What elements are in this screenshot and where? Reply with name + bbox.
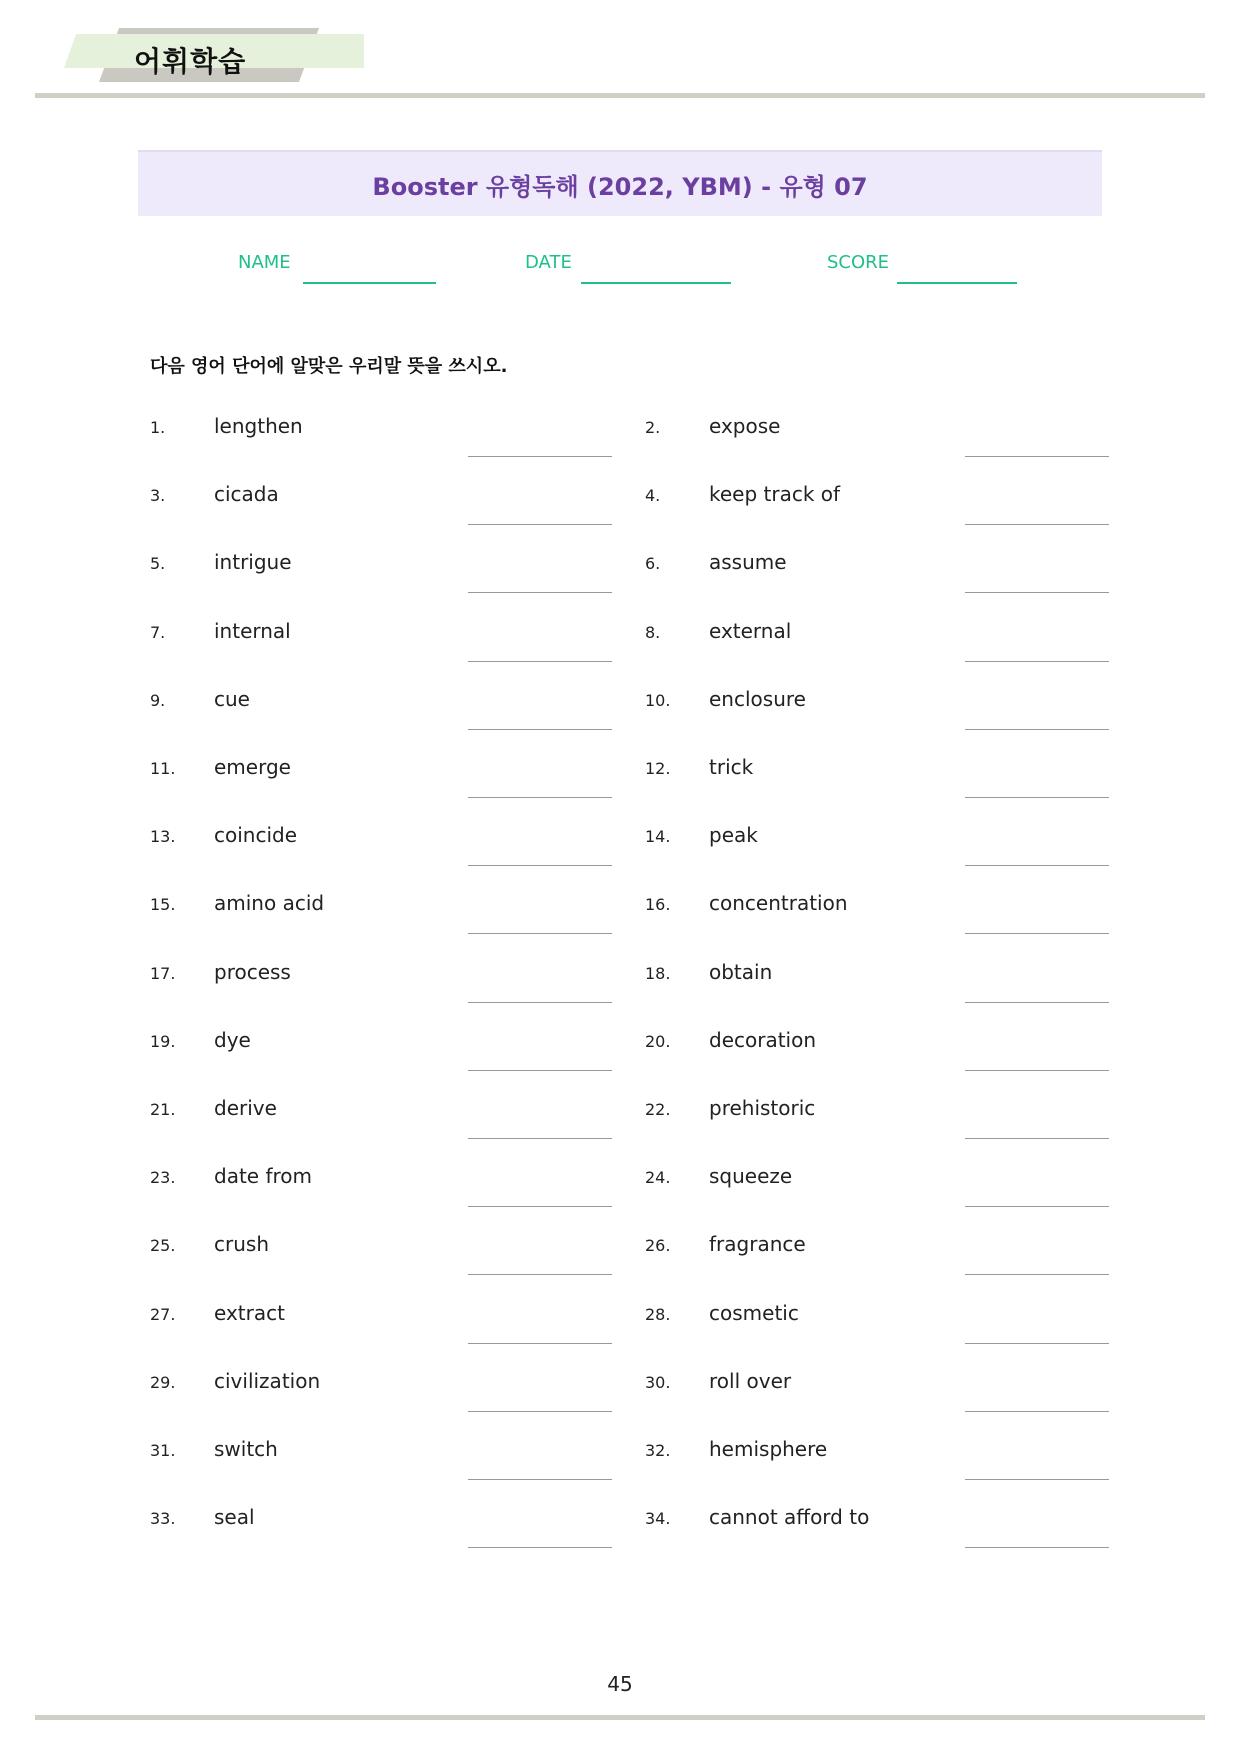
item-word: roll over [709, 1368, 792, 1393]
item-number: 17. [150, 963, 176, 983]
item-word: switch [214, 1437, 278, 1461]
answer-line[interactable] [468, 1343, 612, 1344]
answer-line[interactable] [468, 1547, 612, 1548]
item-word: assume [709, 550, 787, 575]
vocab-item [150, 544, 710, 612]
answer-line[interactable] [468, 933, 612, 934]
answer-line[interactable] [965, 1343, 1109, 1344]
item-word: fragrance [709, 1232, 806, 1257]
item-number: 24. [645, 1168, 671, 1188]
item-word: cannot afford to [709, 1505, 870, 1530]
item-word: dye [214, 1027, 251, 1052]
vocab-item [645, 817, 1205, 885]
item-number: 22. [645, 1100, 671, 1119]
vocab-item [645, 544, 1205, 612]
item-number: 6. [645, 554, 661, 574]
answer-line[interactable] [965, 865, 1109, 866]
item-word: squeeze [709, 1164, 793, 1189]
vocab-item [150, 885, 710, 953]
item-number: 1. [150, 418, 166, 437]
item-word: coincide [214, 823, 298, 848]
answer-line[interactable] [965, 1479, 1109, 1480]
vocab-item [150, 1295, 710, 1363]
vocab-item [645, 749, 1205, 817]
answer-line[interactable] [965, 933, 1109, 934]
item-number: 21. [150, 1100, 176, 1119]
vocab-item [645, 408, 1205, 476]
item-number: 31. [150, 1441, 176, 1460]
instruction-text: 다음 영어 단어에 알맞은 우리말 뜻을 쓰시오. [150, 356, 508, 377]
answer-line[interactable] [468, 1138, 612, 1139]
answer-line[interactable] [965, 592, 1109, 593]
item-number: 27. [150, 1304, 176, 1324]
vocab-item [150, 1431, 710, 1499]
item-word: cosmetic [709, 1300, 799, 1325]
date-label: DATE [525, 252, 572, 273]
item-word: trick [709, 755, 754, 779]
item-number: 5. [150, 554, 166, 574]
vocab-item [150, 408, 710, 476]
vocab-item [645, 613, 1205, 681]
item-number: 28. [645, 1304, 671, 1324]
item-number: 2. [645, 418, 661, 437]
item-number: 30. [645, 1372, 671, 1392]
answer-line[interactable] [965, 1138, 1109, 1139]
answer-line[interactable] [965, 1547, 1109, 1548]
answer-line[interactable] [468, 1070, 612, 1071]
vocab-item [645, 476, 1205, 544]
item-word: derive [214, 1096, 277, 1120]
item-number: 32. [645, 1441, 671, 1460]
answer-line[interactable] [468, 456, 612, 457]
item-word: crush [214, 1232, 269, 1257]
vocab-item [150, 681, 710, 749]
answer-line[interactable] [468, 865, 612, 866]
item-word: date from [214, 1164, 312, 1189]
vocab-item [645, 1022, 1205, 1090]
item-word: expose [709, 414, 781, 438]
answer-line[interactable] [468, 661, 612, 662]
vocab-item [150, 817, 710, 885]
worksheet-title: Booster 유형독해 (2022, YBM) - 유형 07 [372, 172, 868, 201]
vocab-item [645, 954, 1205, 1022]
answer-line[interactable] [468, 1479, 612, 1480]
item-number: 4. [645, 486, 661, 506]
vocab-item [645, 1158, 1205, 1226]
item-word: keep track of [709, 482, 841, 507]
item-word: civilization [214, 1368, 321, 1393]
answer-line[interactable] [965, 1206, 1109, 1207]
vocab-item [150, 613, 710, 681]
answer-line[interactable] [965, 661, 1109, 662]
vocab-item [150, 1226, 710, 1294]
vocab-item [645, 1431, 1205, 1499]
vocab-item [645, 1090, 1205, 1158]
answer-line[interactable] [965, 1274, 1109, 1275]
item-number: 14. [645, 827, 671, 847]
item-number: 29. [150, 1372, 176, 1392]
answer-line[interactable] [468, 524, 612, 525]
item-word: decoration [709, 1027, 817, 1052]
item-number: 23. [150, 1168, 176, 1188]
item-word: emerge [214, 755, 291, 779]
item-word: process [214, 959, 291, 984]
item-word: cicada [214, 482, 279, 507]
vocab-item [150, 1499, 710, 1567]
item-word: internal [214, 618, 291, 643]
answer-line[interactable] [965, 797, 1109, 798]
item-word: obtain [709, 959, 773, 984]
vocab-item [645, 1363, 1205, 1431]
item-word: cue [214, 686, 250, 711]
section-tag-label: 어휘학습 [134, 45, 247, 78]
item-number: 34. [645, 1509, 671, 1529]
item-number: 3. [150, 486, 166, 506]
answer-line[interactable] [468, 1206, 612, 1207]
bottom-divider [35, 1715, 1205, 1720]
answer-line[interactable] [965, 1002, 1109, 1003]
item-word: external [709, 618, 792, 643]
item-number: 33. [150, 1509, 176, 1529]
vocab-item [645, 1226, 1205, 1294]
answer-line[interactable] [965, 1070, 1109, 1071]
answer-line[interactable] [468, 592, 612, 593]
item-number: 25. [150, 1236, 176, 1256]
item-number: 16. [645, 895, 671, 915]
item-number: 20. [645, 1031, 671, 1051]
vocab-item [645, 1295, 1205, 1363]
item-number: 7. [150, 622, 166, 642]
item-word: concentration [709, 891, 848, 916]
vocab-item [645, 1499, 1205, 1567]
item-number: 19. [150, 1031, 176, 1051]
score-label: SCORE [827, 252, 890, 273]
item-number: 11. [150, 759, 176, 778]
item-number: 13. [150, 827, 176, 847]
answer-line[interactable] [468, 797, 612, 798]
item-number: 15. [150, 895, 176, 915]
item-number: 26. [645, 1236, 671, 1256]
item-word: lengthen [214, 414, 303, 438]
vocab-item [645, 885, 1205, 953]
item-number: 10. [645, 690, 671, 710]
item-number: 8. [645, 622, 661, 642]
item-number: 9. [150, 690, 166, 710]
name-label: NAME [238, 252, 291, 273]
item-word: seal [214, 1505, 255, 1530]
answer-line[interactable] [468, 729, 612, 730]
vocab-item [150, 1363, 710, 1431]
item-word: prehistoric [709, 1096, 816, 1120]
item-word: hemisphere [709, 1437, 828, 1461]
item-word: amino acid [214, 891, 325, 916]
answer-line[interactable] [965, 1411, 1109, 1412]
item-number: 12. [645, 759, 671, 778]
answer-line[interactable] [965, 729, 1109, 730]
answer-line[interactable] [965, 524, 1109, 525]
vocab-item [150, 1158, 710, 1226]
answer-line[interactable] [468, 1411, 612, 1412]
vocab-item [150, 1090, 710, 1158]
item-word: peak [709, 823, 758, 848]
vocab-item [645, 681, 1205, 749]
answer-line[interactable] [965, 456, 1109, 457]
answer-line[interactable] [468, 1002, 612, 1003]
item-number: 18. [645, 963, 671, 983]
vocab-item [150, 749, 710, 817]
item-word: enclosure [709, 686, 806, 711]
page-number: 45 [607, 1672, 633, 1696]
vocab-item [150, 1022, 710, 1090]
answer-line[interactable] [468, 1274, 612, 1275]
item-word: extract [214, 1300, 285, 1325]
item-word: intrigue [214, 550, 292, 575]
vocab-item [150, 954, 710, 1022]
vocab-item [150, 476, 710, 544]
